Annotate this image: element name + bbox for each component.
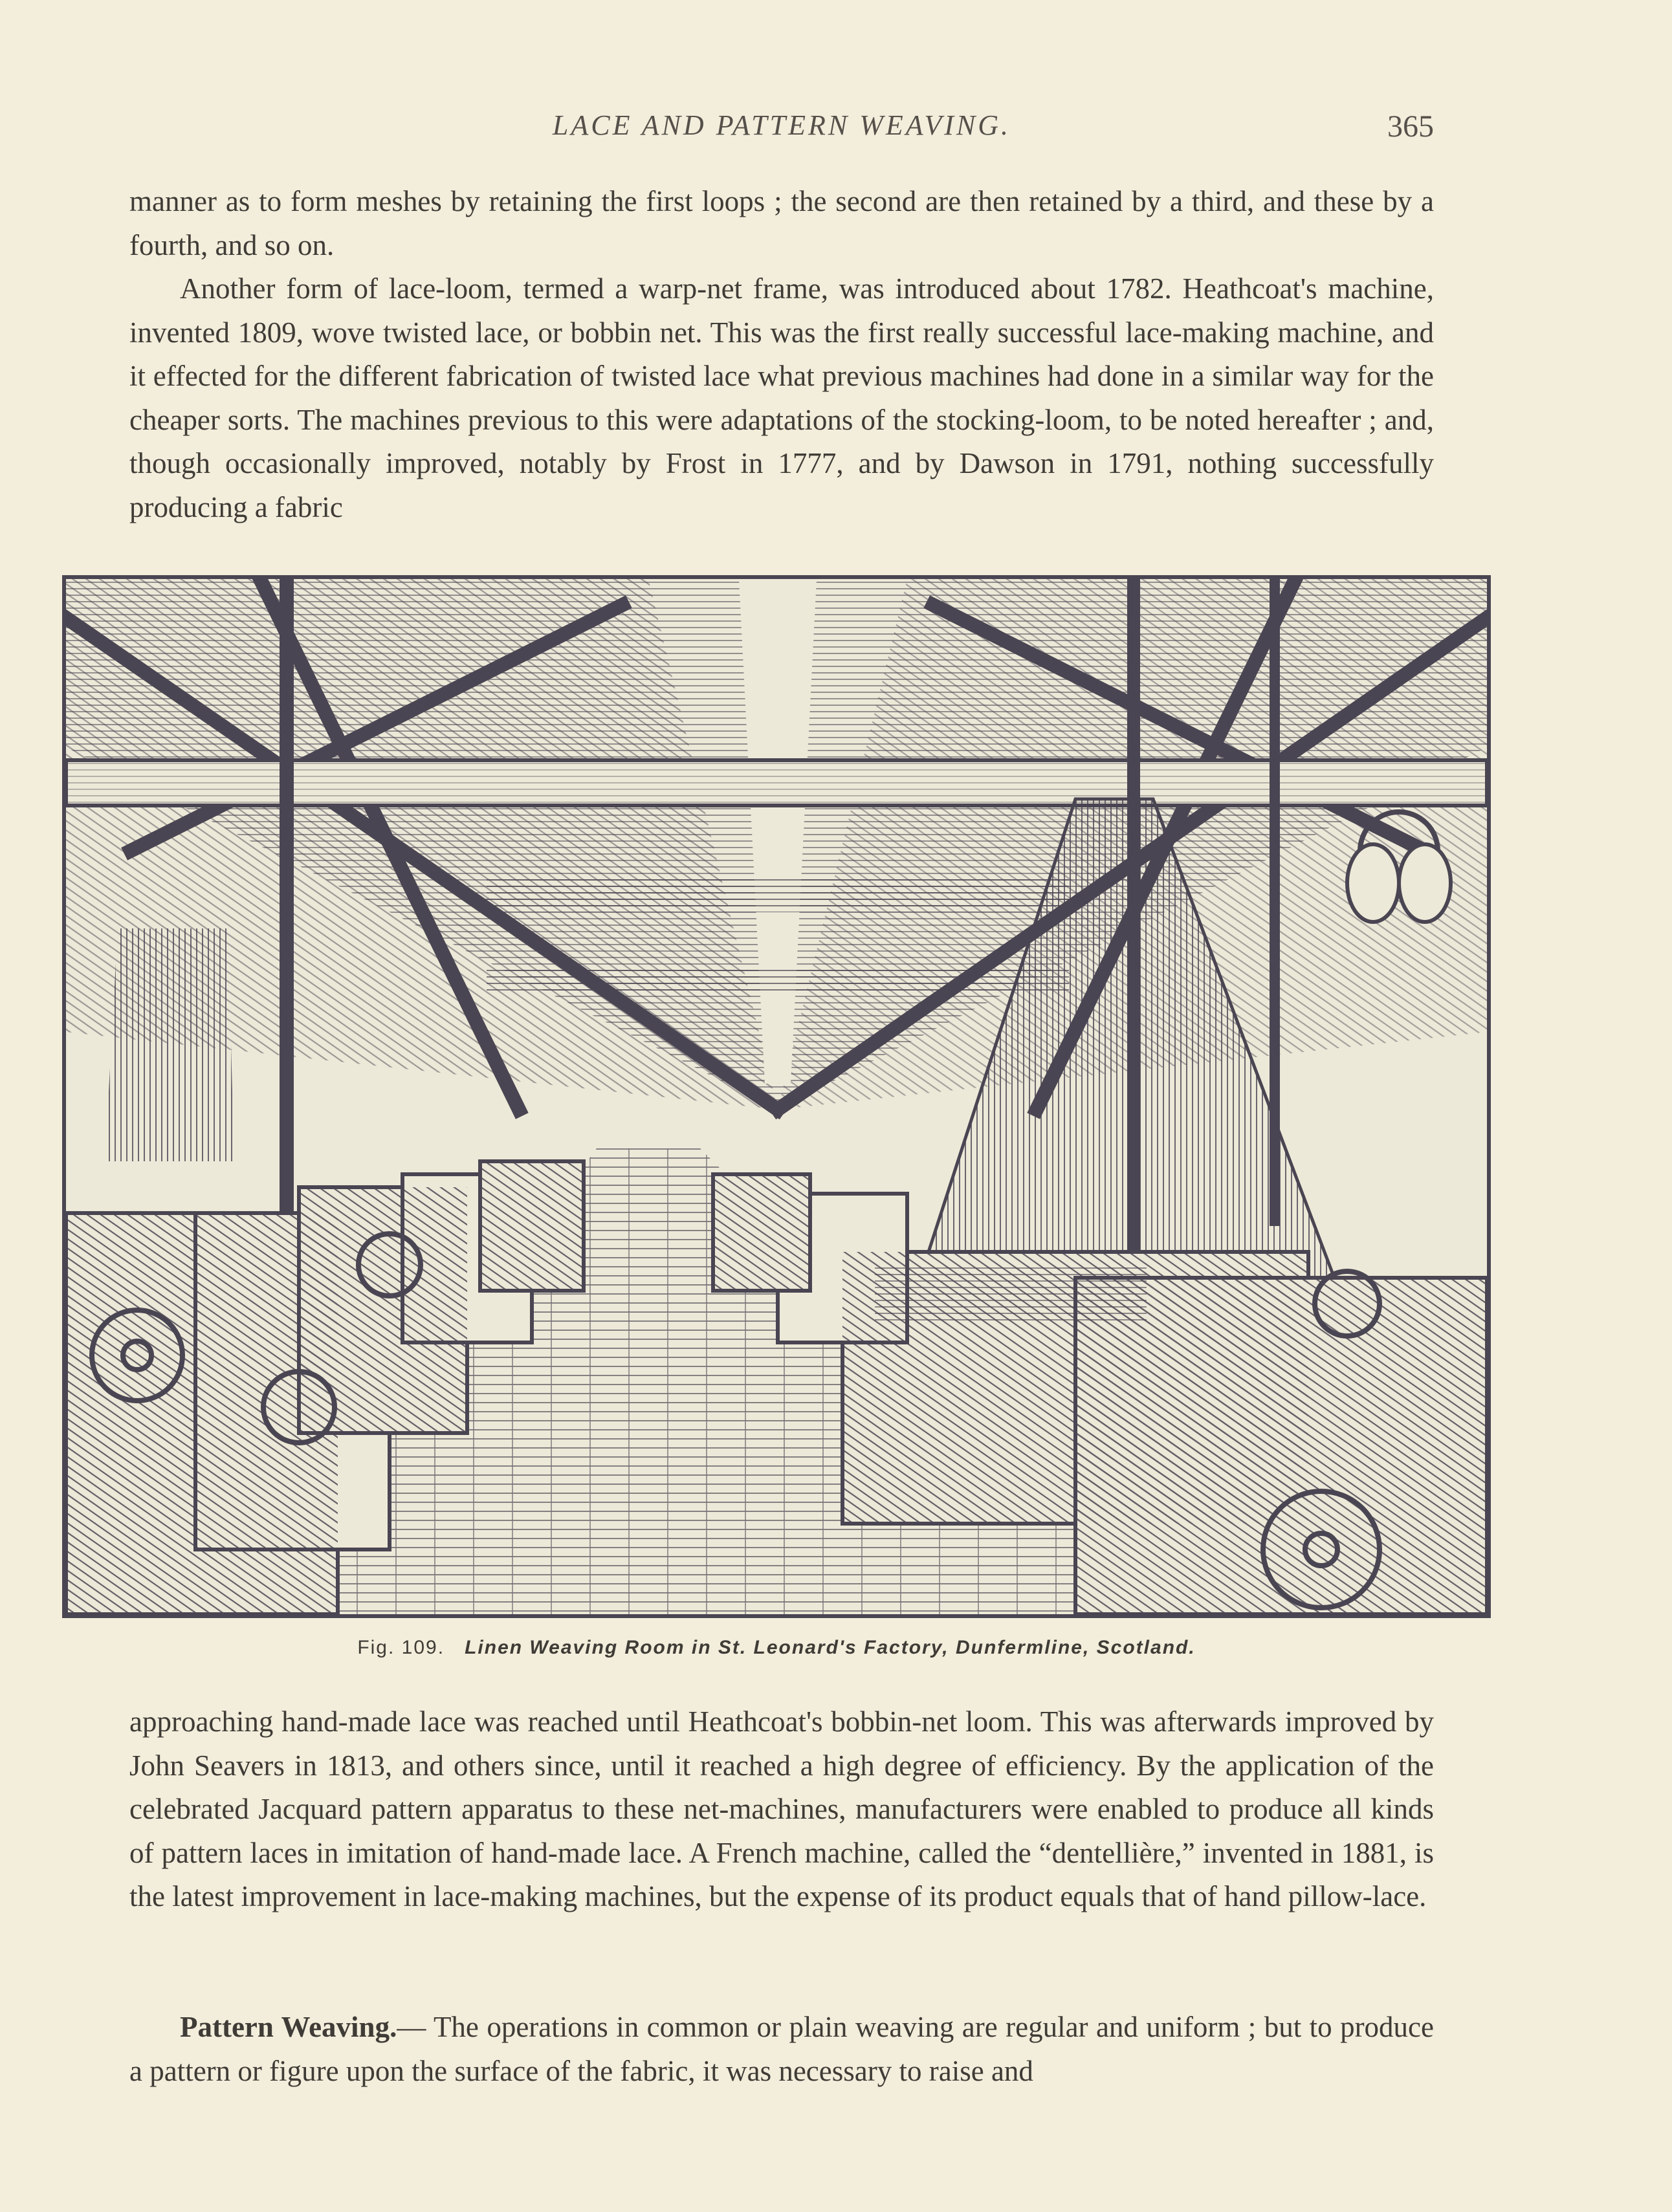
paragraph-2: Another form of lace-loom, termed a warp-net frame, was introduced about 1782. Heathcoat's machine, invented 1809, wove twisted lace, or bobbin net. This was the first really successful lace-making machine, and it effected for the different fabrication of twisted lace what previous machines had done in a similar way for the cheaper sorts. The machines previous to this were adaptations of the stocking-loom, to be noted hereafter ; and, though occasionally improved, notably by Frost in 1777, and by Dawson in 1791, nothing successfully producing a fabric (129, 272, 1434, 523)
section-heading: Pattern Weaving. (180, 2011, 397, 2043)
paragraph-3: approaching hand-made lace was reached until Heathcoat's bobbin-net loom. This was afterwards improved by John Seavers in 1813, and others since, until it reached a high degree of efficiency. By the application of the celebrated Jacquard pattern apparatus to these net-machines, manufacturers were enabled to produce all kinds of pattern laces in imitation of hand-made lace. A French machine, called the “dentellière,” invented in 1881, is the latest improvement in lace-making machines, but the expense of its product equals that of hand pillow-lace. (129, 1705, 1434, 1912)
figure-label: Fig. 109. (357, 1637, 445, 1658)
page-number: 365 (1387, 109, 1434, 144)
engraving-illustration (62, 575, 1491, 1618)
figure-caption (62, 1637, 1491, 1659)
figure-title: Linen Weaving Room in St. Leonard's Factory, Dunfermline, Scotland. (465, 1637, 1196, 1658)
paragraph-1: manner as to form meshes by retaining the first loops ; the second are then retained by a third, and these by a fourth, and so on. (129, 185, 1434, 261)
paragraph-4 (129, 2006, 1434, 2093)
paragraph-4-text: — The operations in common or plain weaving are regular and uniform ; but to produce a pattern or figure upon the surface of the fabric, it was necessary to raise and (129, 2011, 1434, 2087)
running-title: LACE AND PATTERN WEAVING. (552, 109, 1011, 141)
page-header (129, 109, 1434, 154)
